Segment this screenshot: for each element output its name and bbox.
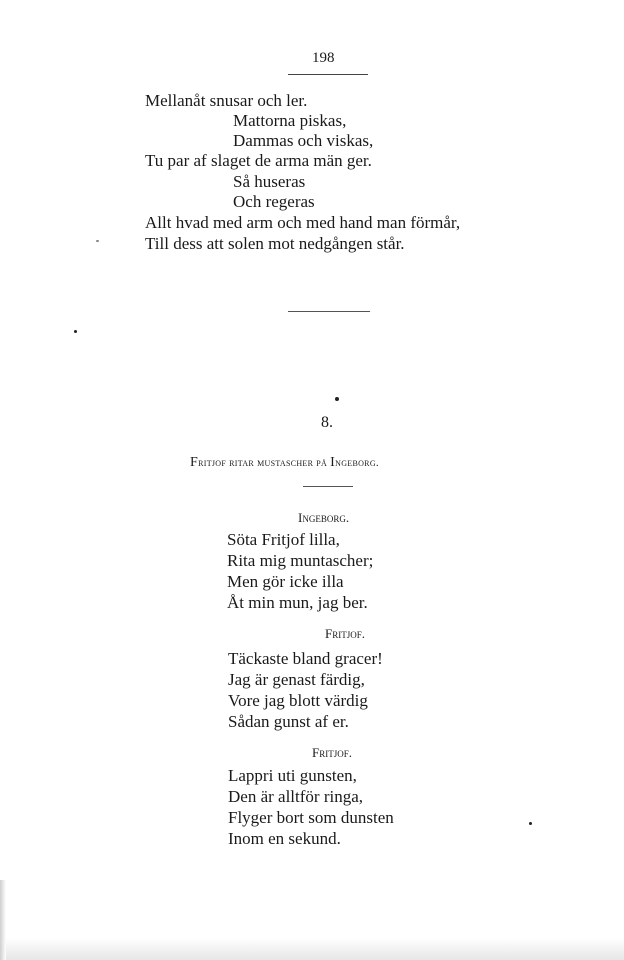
poem-line: Till dess att solen mot nedgången står. (145, 234, 405, 253)
section-title-initial: F (190, 455, 199, 470)
section-title (190, 455, 379, 471)
section-divider (288, 311, 370, 312)
poem-line: Allt hvad med arm och med hand man förmår, (145, 213, 461, 232)
poem-line: Tu par af slaget de arma män ger. (145, 151, 372, 170)
verse-line: Rita mig muntascher; (227, 551, 374, 570)
poem-line: Mellanåt snusar och ler. (145, 91, 308, 110)
poem-line: Mattorna piskas, (233, 111, 347, 130)
verse-line: Åt min mun, jag ber. (227, 593, 368, 612)
ink-dot (335, 397, 339, 401)
verse-line: Den är alltför ringa, (228, 787, 363, 806)
verse-line: Vore jag blott värdig (228, 691, 368, 710)
verse-line: Täckaste bland gracer! (228, 649, 383, 668)
poem-line: Så huseras (233, 172, 306, 191)
title-rule (303, 486, 353, 487)
section-title-initial: I (330, 455, 336, 470)
page-left-edge (0, 880, 6, 960)
section-title-text: ritjof ritar mustascher på (198, 457, 331, 469)
verse-line: Sådan gunst af er. (228, 712, 349, 731)
speaker-name: Fritjof. (325, 626, 365, 641)
page-number: 198 (312, 50, 335, 66)
verse-line: Flyger bort som dunsten (228, 808, 394, 827)
poem-line: Och regeras (233, 192, 315, 211)
section-number: 8. (321, 414, 333, 431)
speaker-name: Ingeborg. (298, 510, 350, 525)
poem-line: Dammas och viskas, (233, 131, 374, 150)
page-number-rule (288, 74, 368, 75)
page-bottom-edge (0, 938, 624, 960)
verse-line: Söta Fritjof lilla, (227, 530, 340, 549)
speaker-name: Fritjof. (312, 745, 352, 760)
verse-line: Inom en sekund. (228, 829, 341, 848)
verse-line: Lappri uti gunsten, (228, 766, 357, 785)
scan-speck (74, 330, 77, 333)
scan-speck (529, 822, 532, 825)
section-title-text: ngeborg. (335, 457, 379, 469)
verse-line: Men gör icke illa (227, 572, 344, 591)
scan-speck (96, 240, 99, 242)
verse-line: Jag är genast färdig, (228, 670, 365, 689)
